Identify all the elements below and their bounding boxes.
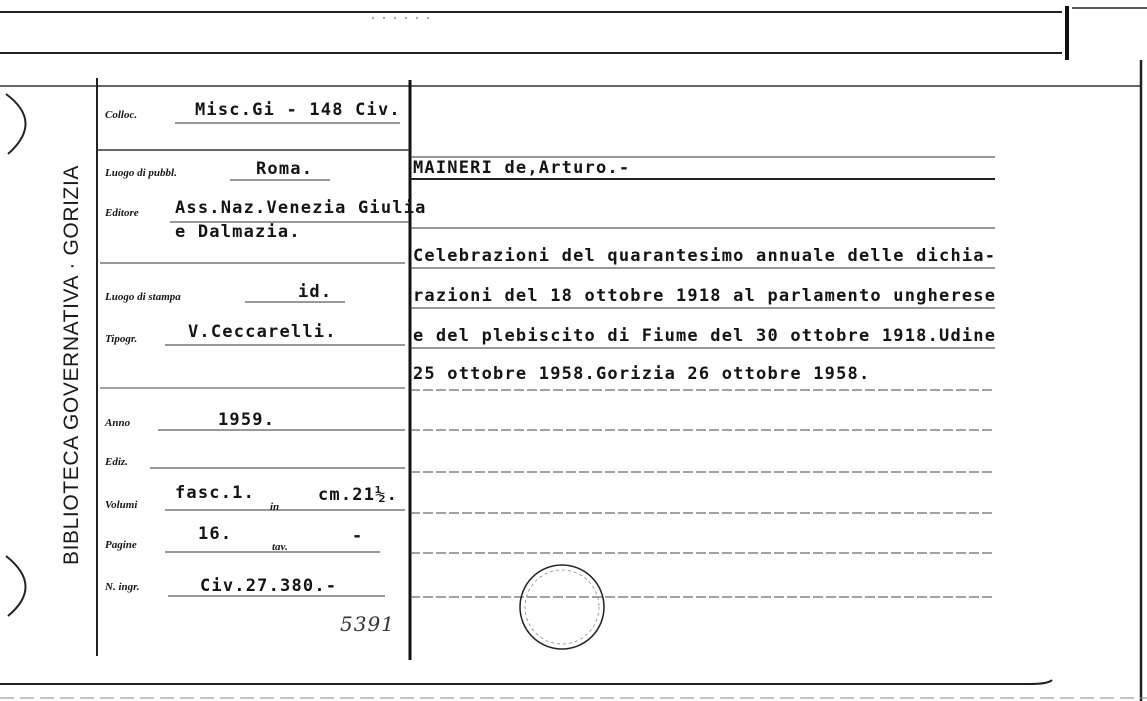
tavole-value: - [352, 526, 364, 546]
author-heading: MAINERI de,Arturo.- [413, 158, 631, 178]
tipografo-label: Tipogr. [105, 333, 138, 345]
tipografo-value: V.Ceccarelli. [188, 322, 337, 342]
punch-hole-top [6, 94, 26, 154]
editore-label: Editore [105, 207, 139, 219]
editore-value-line1: Ass.Naz.Venezia Giulia [175, 198, 427, 218]
tavole-label: tav. [272, 541, 288, 553]
luogo-stampa-label: Luogo di stampa [105, 291, 181, 303]
stamp-circle [520, 565, 604, 649]
anno-label: Anno [105, 417, 131, 429]
n-ingr-value: Civ.27.380.- [200, 576, 338, 596]
volumi-in-label: in [270, 501, 280, 513]
anno-value: 1959. [218, 410, 276, 430]
colloc-label: Colloc. [105, 109, 138, 121]
handwritten-note: 5391 [340, 612, 395, 636]
luogo-pubbl-label: Luogo di pubbl. [105, 167, 177, 179]
luogo-pubbl-value: Roma. [256, 159, 314, 179]
colloc-value: Misc.Gi - 148 Civ. [195, 100, 401, 120]
n-ingr-label: N. ingr. [105, 581, 140, 593]
luogo-stampa-value: id. [298, 282, 333, 302]
title-line-3: e del plebiscito di Fiume del 30 ottobre 1918.Udine [413, 326, 997, 346]
title-line-2: razioni del 18 ottobre 1918 al parlamento ungherese [413, 286, 997, 306]
title-line-1: Celebrazioni del quarantesimo annuale delle dichia- [413, 246, 997, 266]
card-bottom-line [0, 680, 1052, 684]
edizione-label: Ediz. [105, 456, 128, 468]
pagine-label: Pagine [105, 539, 137, 551]
volumi-label: Volumi [105, 499, 138, 511]
library-stamp: BIBLIOTECA GOVERNATIVA · GORIZIA [60, 165, 83, 565]
title-line-4: 25 ottobre 1958.Gorizia 26 ottobre 1958. [413, 364, 871, 384]
volumi-format: cm.21½. [318, 485, 399, 505]
editore-value-line2: e Dalmazia. [175, 222, 301, 242]
punch-hole-bottom [6, 556, 26, 616]
volumi-value: fasc.1. [175, 483, 256, 503]
pagine-value: 16. [198, 524, 233, 544]
stamp-circle-inner [525, 570, 599, 644]
